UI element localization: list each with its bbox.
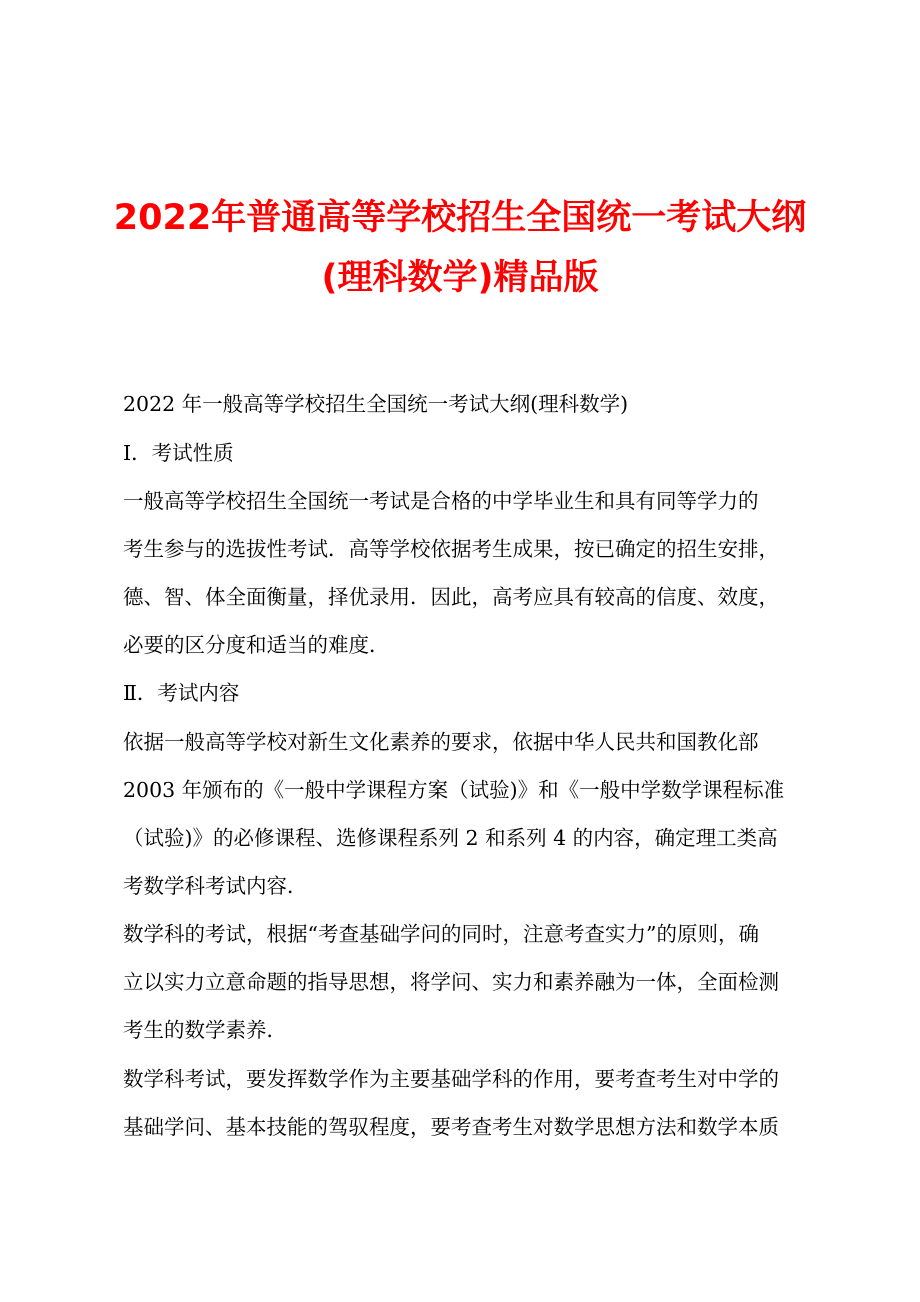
paragraph-line: 依据一般高等学校对新生文化素养的要求，依据中华人民共和国教化部 [123, 730, 759, 754]
paragraph-line: 考生参与的选拔性考试．高等学校依据考生成果，按已确定的招生安排， [123, 537, 779, 561]
paragraph-line: 立以实力立意命题的指导思想，将学问、实力和素养融为一体，全面检测 [123, 970, 779, 994]
paragraph-line: 一般高等学校招生全国统一考试是合格的中学毕业生和具有同等学力的 [123, 489, 759, 513]
section-heading-exam-content: Ⅱ．考试内容 [123, 681, 240, 705]
paragraph-line: （试验)》的必修课程、选修课程系列 2 和系列 4 的内容，确定理工类高 [123, 826, 778, 850]
paragraph-line: 数学科考试，要发挥数学作为主要基础学科的作用，要考查考生对中学的 [123, 1067, 779, 1091]
subtitle-line: 2022 年一般高等学校招生全国统一考试大纲(理科数学) [123, 392, 629, 416]
document-title-line-2: (理科数学)精品版 [321, 258, 599, 298]
document-title-line-1: 2022年普通高等学校招生全国统一考试大纲 [113, 198, 807, 238]
paragraph-line: 数学科的考试，根据“考查基础学问的同时，注意考查实力”的原则，确 [123, 922, 759, 946]
paragraph-line: 必要的区分度和适当的难度． [123, 633, 390, 657]
paragraph-line: 考生的数学素养． [123, 1018, 287, 1042]
paragraph-line: 德、智、体全面衡量，择优录用．因此，高考应具有较高的信度、效度， [123, 585, 779, 609]
paragraph-line: 2003 年颁布的《一般中学课程方案（试验)》和《一般中学数学课程标准 [123, 778, 785, 802]
section-heading-exam-nature: Ⅰ．考试性质 [123, 441, 234, 465]
paragraph-line: 考数学科考试内容． [123, 874, 308, 898]
paragraph-line: 基础学问、基本技能的驾驭程度，要考查考生对数学思想方法和数学本质 [123, 1115, 779, 1139]
